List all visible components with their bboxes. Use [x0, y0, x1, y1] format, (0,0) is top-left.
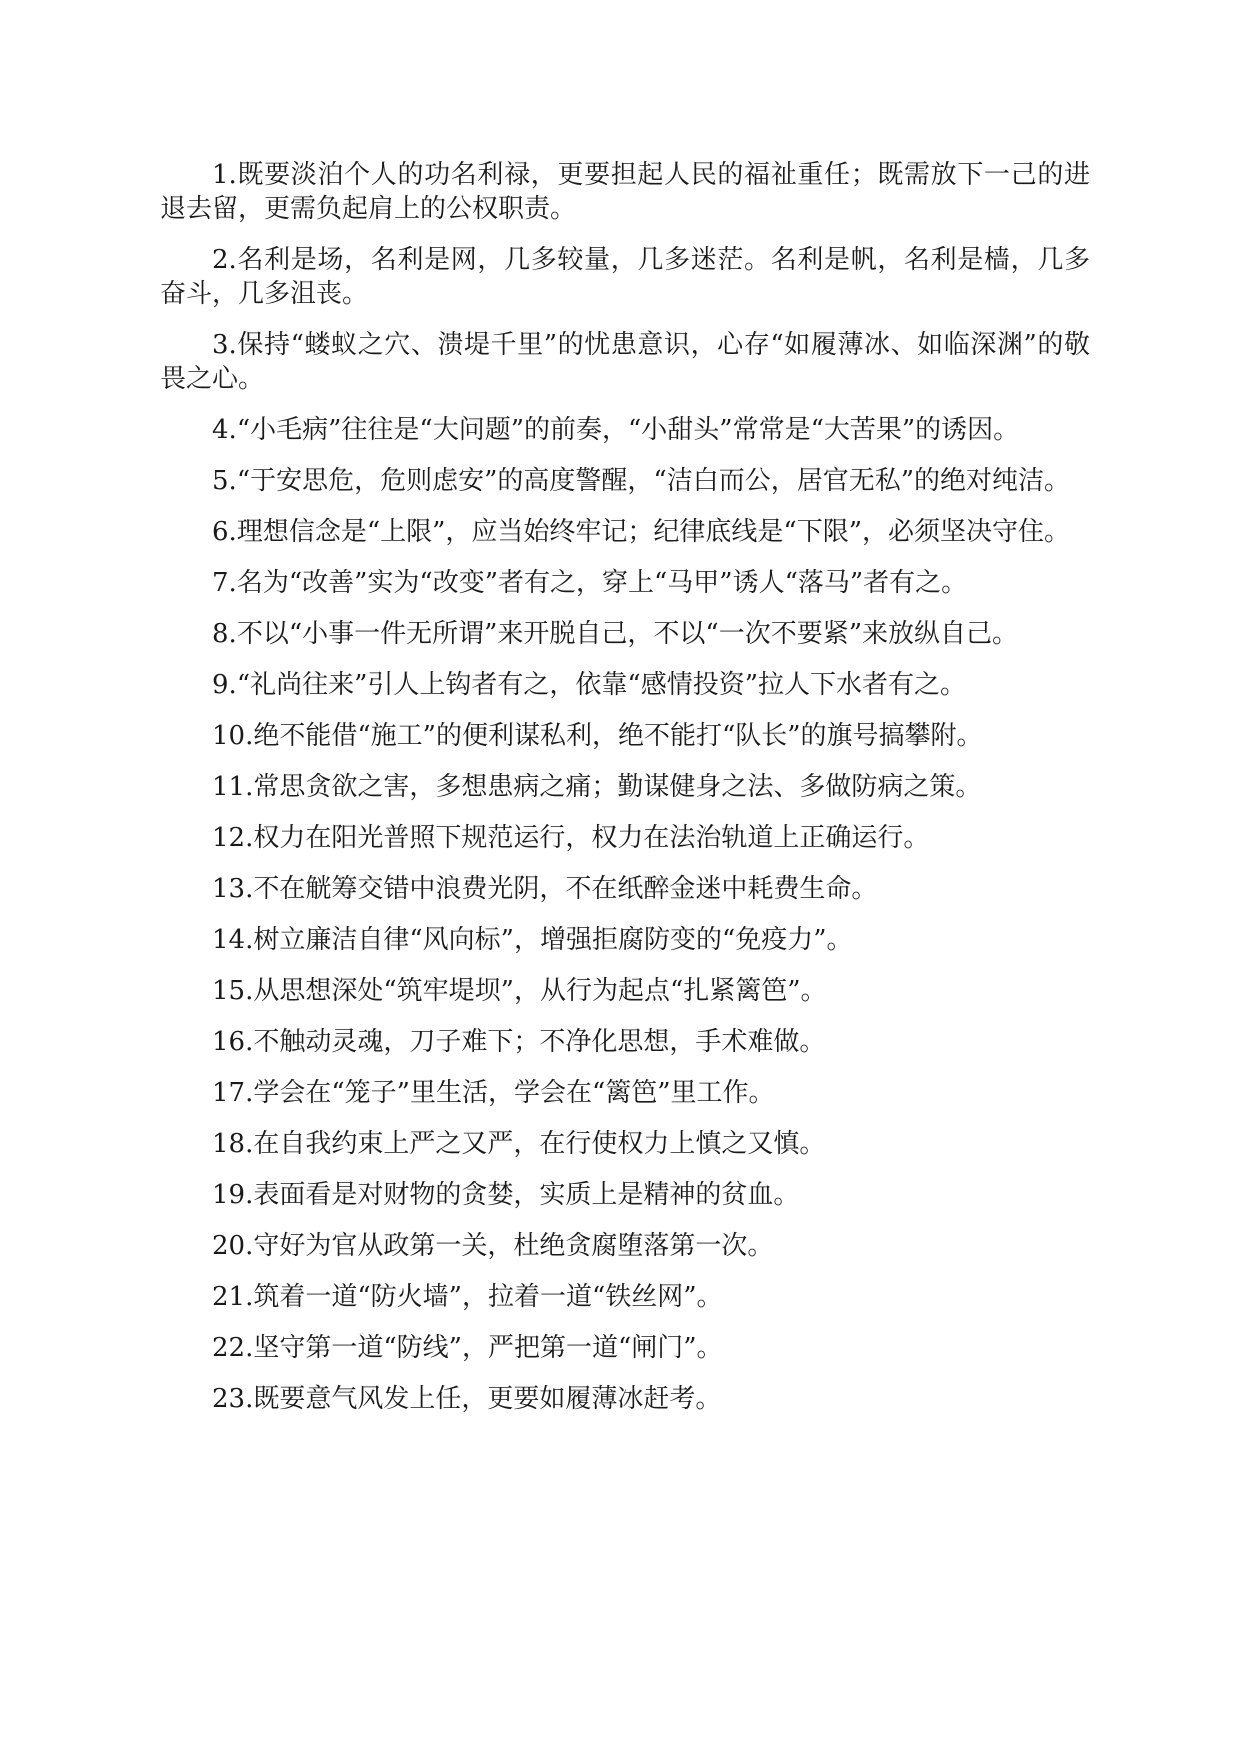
- item-number: 21.: [212, 1282, 254, 1312]
- item-number: 18.: [212, 1129, 254, 1159]
- item-text: 坚守第一道“防线”，严把第一道“闸门”。: [253, 1333, 723, 1363]
- item-text: 学会在“笼子”里生活，学会在“篱笆”里工作。: [253, 1078, 775, 1108]
- item-text: 既要意气风发上任，更要如履薄冰赶考。: [253, 1384, 722, 1414]
- list-item: [160, 1280, 1090, 1314]
- document-body: [160, 158, 1090, 1433]
- item-number: 10.: [212, 721, 254, 751]
- item-number: 13.: [212, 874, 254, 904]
- item-text: 树立廉洁自律“风向标”，增强拒腐防变的“免疫力”。: [253, 925, 853, 955]
- item-text: 名为“改善”实为“改变”者有之，穿上“马甲”诱人“落马”者有之。: [236, 568, 968, 598]
- list-item: [160, 923, 1090, 957]
- item-number: 16.: [212, 1027, 254, 1057]
- item-number: 20.: [212, 1231, 254, 1261]
- item-text: 不触动灵魂，刀子难下；不净化思想，手术难做。: [253, 1027, 826, 1057]
- item-text: 在自我约束上严之又严，在行使权力上慎之又慎。: [253, 1129, 826, 1159]
- list-item: [160, 243, 1090, 311]
- list-item: [160, 617, 1090, 651]
- item-text: 既要淡泊个人的功名利禄，更要担起人民的福祉重任；既需放下一己的进退去留，更需负起肩上的公权职责。: [160, 160, 1090, 224]
- list-item: [160, 158, 1090, 226]
- item-number: 8.: [212, 619, 237, 649]
- list-item: [160, 464, 1090, 498]
- item-number: 23.: [212, 1384, 254, 1414]
- item-text: 权力在阳光普照下规范运行，权力在法治轨道上正确运行。: [253, 823, 930, 853]
- item-text: 保持“蝼蚁之穴、溃堤千里”的忧患意识，心存“如履薄冰、如临深渊”的敬畏之心。: [160, 330, 1090, 394]
- list-item: [160, 1229, 1090, 1263]
- list-item: [160, 668, 1090, 702]
- item-number: 15.: [212, 976, 254, 1006]
- item-number: 17.: [212, 1078, 254, 1108]
- item-number: 9.: [212, 670, 237, 700]
- list-item: [160, 1331, 1090, 1365]
- list-item: [160, 413, 1090, 447]
- item-text: 不以“小事一件无所谓”来开脱自己，不以“一次不要紧”来放纵自己。: [236, 619, 1018, 649]
- item-number: 19.: [212, 1180, 254, 1210]
- item-number: 6.: [212, 517, 237, 547]
- list-item: [160, 566, 1090, 600]
- item-text: “小毛病”往往是“大问题”的前奏，“小甜头”常常是“大苦果”的诱因。: [236, 415, 1020, 445]
- list-item: [160, 1025, 1090, 1059]
- list-item: [160, 872, 1090, 906]
- list-item: [160, 770, 1090, 804]
- list-item: [160, 1127, 1090, 1161]
- list-item: [160, 974, 1090, 1008]
- list-item: [160, 328, 1090, 396]
- list-item: [160, 515, 1090, 549]
- item-text: “礼尚往来”引人上钩者有之，依靠“感情投资”拉人下水者有之。: [236, 670, 966, 700]
- item-number: 1.: [212, 160, 237, 190]
- item-number: 2.: [212, 245, 237, 275]
- item-text: 筑着一道“防火墙”，拉着一道“铁丝网”。: [253, 1282, 723, 1312]
- item-text: 从思想深处“筑牢堤坝”，从行为起点“扎紧篱笆”。: [253, 976, 827, 1006]
- item-number: 7.: [212, 568, 237, 598]
- list-item: [160, 719, 1090, 753]
- item-text: 绝不能借“施工”的便利谋私利，绝不能打“队长”的旗号搞攀附。: [253, 721, 983, 751]
- item-text: 常思贪欲之害，多想患病之痛；勤谋健身之法、多做防病之策。: [253, 772, 982, 802]
- item-text: 表面看是对财物的贪婪，实质上是精神的贫血。: [253, 1180, 800, 1210]
- item-text: 不在觥筹交错中浪费光阴，不在纸醉金迷中耗费生命。: [253, 874, 878, 904]
- item-number: 3.: [212, 330, 237, 360]
- item-text: 理想信念是“上限”，应当始终牢记；纪律底线是“下限”，必须坚决守住。: [236, 517, 1070, 547]
- item-number: 11.: [212, 772, 254, 802]
- list-item: [160, 1076, 1090, 1110]
- item-number: 4.: [212, 415, 237, 445]
- item-number: 22.: [212, 1333, 254, 1363]
- item-number: 5.: [212, 466, 237, 496]
- item-text: “于安思危，危则虑安”的高度警醒，“洁白而公，居官无私”的绝对纯洁。: [236, 466, 1070, 496]
- item-text: 守好为官从政第一关，杜绝贪腐堕落第一次。: [253, 1231, 774, 1261]
- list-item: [160, 1382, 1090, 1416]
- item-number: 12.: [212, 823, 254, 853]
- list-item: [160, 1178, 1090, 1212]
- item-text: 名利是场，名利是网，几多较量，几多迷茫。名利是帆，名利是樯，几多奋斗，几多沮丧。: [160, 245, 1090, 309]
- list-item: [160, 821, 1090, 855]
- item-number: 14.: [212, 925, 254, 955]
